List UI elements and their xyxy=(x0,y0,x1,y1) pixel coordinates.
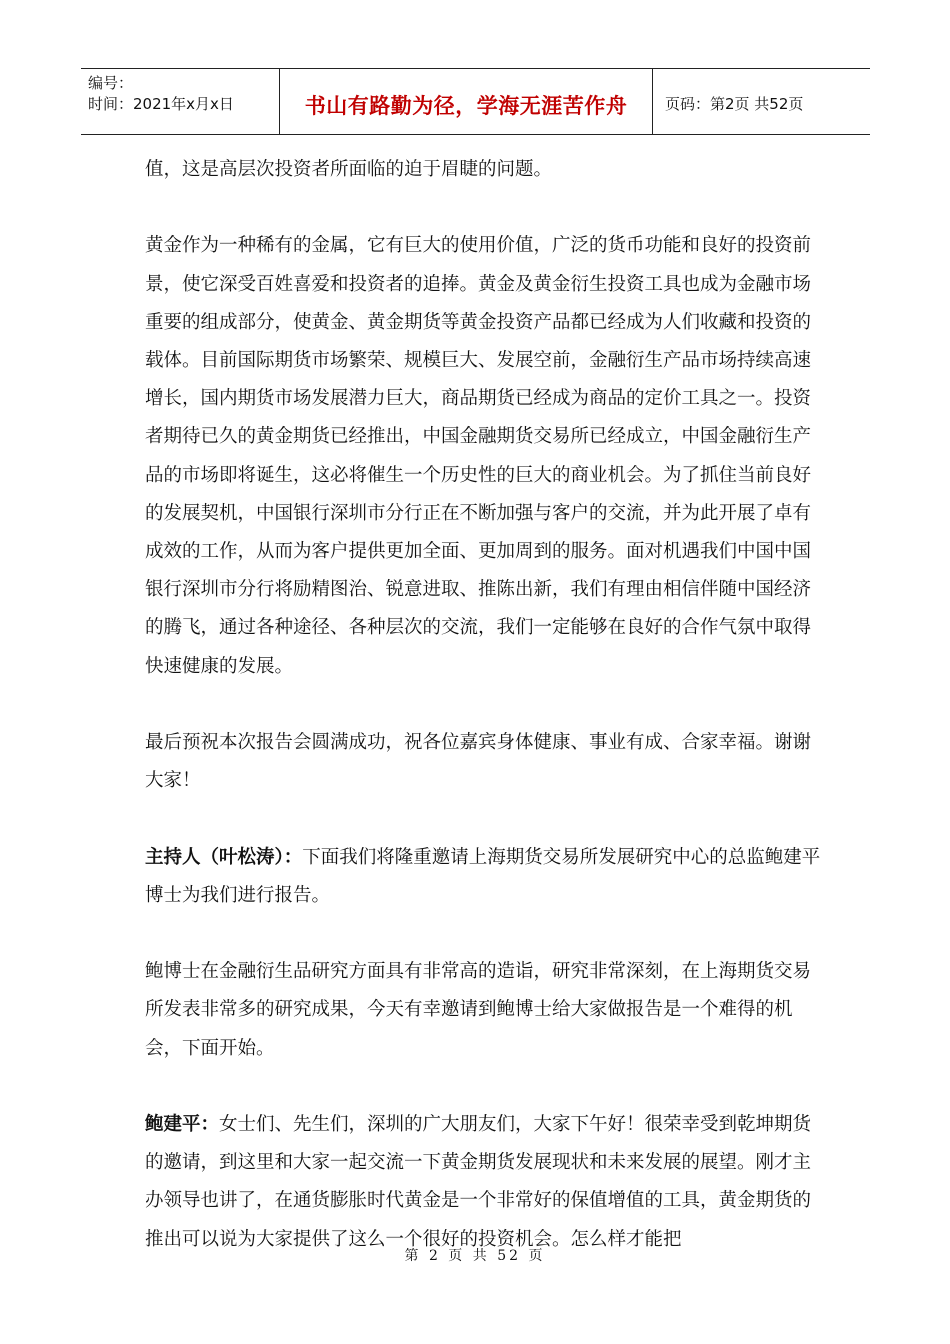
paragraph xyxy=(145,839,825,915)
date-label: 时间：2021年x月x日 xyxy=(88,95,234,113)
paragraph xyxy=(145,1106,825,1259)
paragraph-text: 最后预祝本次报告会圆满成功，祝各位嘉宾身体健康、事业有成、合家幸福。谢谢大家！ xyxy=(145,732,812,792)
header-motto: 书山有路勤为径，学海无涯苦作舟 xyxy=(280,69,653,134)
paragraph-text: 鲍博士在金融衍生品研究方面具有非常高的造诣，研究非常深刻，在上海期货交易所发表非常多的研究成果，今天有幸邀请到鲍博士给大家做报告是一个难得的机会，下面开始。 xyxy=(145,961,812,1059)
paragraph-text: 黄金作为一种稀有的金属，它有巨大的使用价值，广泛的货币功能和良好的投资前景，使它深受百姓喜爱和投资者的追捧。黄金及黄金衍生投资工具也成为金融市场重要的组成部分，使黄金、黄金期货等黄金投资产品都已经成为人们收藏和投资的载体。目前国际期货市场繁荣、规模巨大、发展空前，金融衍生产品市场持续高速增长，国内期货市场发展潜力巨大，商品期货已经成为商品的定价工具之一。投资者期待已久的黄金期货已经推出，中国金融期货交易所已经成立，中国金融衍生产品的市场即将诞生，这必将催生一个历史性的巨大的商业机会。为了抓住当前良好的发展契机，中国银行深圳市分行正在不断加强与客户的交流，并为此开展了卓有成效的工作，从而为客户提供更加全面、更加周到的服务。面对机遇我们中国中国银行深圳市分行将励精图治、锐意进取、推陈出新，我们有理由相信伴随中国经济的腾飞，通过各种途径、各种层次的交流，我们一定能够在良好的合作气氛中取得快速健康的发展。 xyxy=(145,235,812,677)
paragraph xyxy=(145,227,825,685)
paragraph-text: 下面我们将隆重邀请上海期货交易所发展研究中心的总监鲍建平博士为我们进行报告。 xyxy=(145,846,821,906)
speaker-label: 主持人（叶松涛）： xyxy=(145,846,303,868)
page-footer: 第 2 页 共 52 页 xyxy=(404,1248,546,1264)
paragraph xyxy=(145,724,825,800)
paragraph xyxy=(145,151,825,189)
header-meta xyxy=(81,69,280,134)
header-page-info: 页码：第2页 共52页 xyxy=(665,95,804,113)
page-header xyxy=(81,68,870,135)
paragraph xyxy=(145,953,825,1068)
paragraph-text: 女士们、先生们，深圳的广大朋友们，大家下午好！很荣幸受到乾坤期货的邀请，到这里和大家一起交流一下黄金期货发展现状和未来发展的展望。刚才主办领导也讲了，在通货膨胀时代黄金是一个非常好的保值增值的工具，黄金期货的推出可以说为大家提供了这么一个很好的投资机会。怎么样才能把 xyxy=(145,1114,812,1250)
speaker-label: 鲍建平： xyxy=(145,1114,220,1135)
document-body xyxy=(145,151,825,1259)
serial-label: 编号： xyxy=(88,74,134,92)
paragraph-text: 值，这是高层次投资者所面临的迫于眉睫的问题。 xyxy=(145,159,553,180)
